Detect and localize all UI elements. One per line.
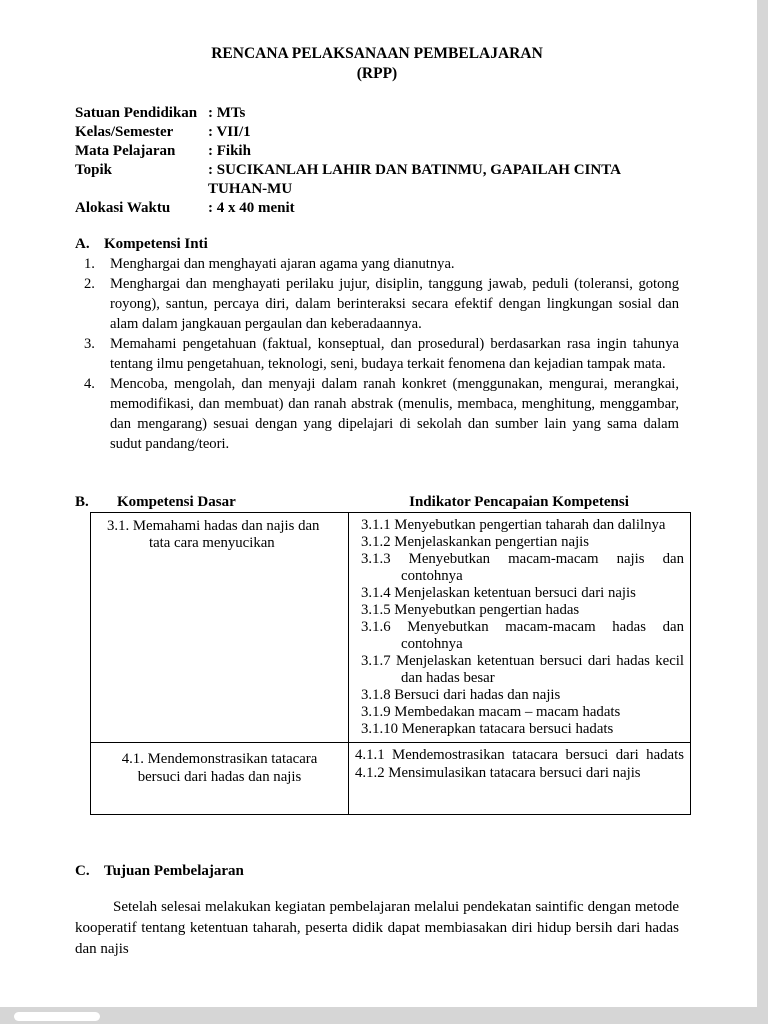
list-item [75, 334, 679, 374]
metadata-block [75, 104, 679, 218]
metadata-row-topik [75, 161, 679, 199]
document-title-line1: RENCANA PELAKSANAAN PEMBELAJARAN [211, 45, 543, 62]
section-c-paragraph: Setelah selesai melakukan kegiatan pembelajaran melalui pendekatan saintific dengan metode kooperatif tentang ketentuan taharah, peserta didik dapat membiasakan diri hidup bersih dari hadas dan najis [75, 899, 679, 957]
section-c-title: Tujuan Pembelajaran [104, 863, 244, 879]
section-tujuan-pembelajaran [75, 861, 679, 960]
indicator-item: 3.1.2 Menjelaskankan pengertian najis [361, 534, 590, 550]
indicator-item: 3.1.10 Menerapkan tatacara bersuci hadats [361, 721, 614, 737]
indicator-item: 4.1.1 Mendemostrasikan tatacara bersuci dari hadats 4.1.2 Mensimulasikan tatacara bersuci dari najis [355, 747, 684, 781]
kd-text: 3.1. Memahami hadas dan najis dan tata cara menyucikan [107, 518, 320, 551]
metadata-row-mata-pelajaran [75, 142, 679, 161]
section-a-heading [75, 234, 679, 254]
section-a-title: Kompetensi Inti [104, 236, 208, 252]
metadata-row-satuan-pendidikan [75, 104, 679, 123]
metadata-label: Alokasi Waktu [75, 200, 171, 216]
document-title [75, 44, 679, 84]
list-item [75, 254, 679, 274]
metadata-row-kelas-semester [75, 123, 679, 142]
horizontal-scrollbar-thumb[interactable] [14, 1012, 100, 1021]
list-item-text: Menghargai dan menghayati ajaran agama yang dianutnya. [110, 256, 455, 272]
document-title-line2: (RPP) [356, 65, 398, 82]
section-kompetensi-dasar [75, 492, 684, 815]
table-cell-kd-3-1 [91, 513, 349, 743]
table-cell-indicators-3-1 [349, 513, 691, 743]
indicator-item: 3.1.9 Membedakan macam – macam hadats [361, 704, 621, 720]
metadata-value: : SUCIKANLAH LAHIR DAN BATINMU, GAPAILAH CINTA TUHAN-MU [208, 162, 621, 197]
section-a-number: A. [75, 236, 90, 252]
list-item-number: 3. [84, 336, 95, 352]
list-item-text: Memahami pengetahuan (faktual, konseptual, dan prosedural) berdasarkan rasa ingin tahunya tentang ilmu pengetahuan, teknologi, seni, budaya terkait fenomena dan kejadian tampak mata. [110, 336, 679, 372]
kompetensi-inti-list [75, 254, 679, 454]
list-item-number: 4. [84, 376, 95, 392]
indicator-item: 3.1.4 Menjelaskan ketentuan bersuci dari najis [361, 585, 636, 601]
metadata-value: : Fikih [208, 143, 251, 159]
section-b-number: B. [75, 494, 89, 510]
indicator-item: 3.1.3 Menyebutkan macam-macam najis dan contohnya [361, 551, 684, 584]
section-kompetensi-inti [75, 234, 679, 454]
indicator-item: 3.1.1 Menyebutkan pengertian taharah dan dalilnya [361, 517, 666, 533]
table-row [91, 513, 691, 743]
table-row [91, 743, 691, 815]
metadata-label: Mata Pelajaran [75, 143, 176, 159]
kompetensi-dasar-table [90, 512, 691, 815]
list-item [75, 374, 679, 454]
indicator-item: 3.1.7 Menjelaskan ketentuan bersuci dari hadas kecil dan hadas besar [361, 653, 684, 686]
metadata-value: : VII/1 [208, 124, 251, 140]
indicator-item: 3.1.5 Menyebutkan pengertian hadas [361, 602, 580, 618]
metadata-label: Satuan Pendidikan [75, 105, 198, 121]
table-cell-indicators-4-1 [349, 743, 691, 815]
table-cell-kd-4-1 [91, 743, 349, 815]
list-item [75, 274, 679, 334]
metadata-label: Topik [75, 162, 112, 178]
list-item-number: 2. [84, 276, 95, 292]
indicator-item: 3.1.6 Menyebutkan macam-macam hadas dan contohnya [361, 619, 684, 652]
section-c-heading [75, 861, 679, 881]
list-item-text: Mencoba, mengolah, dan menyaji dalam ranah konkret (menggunakan, mengurai, merangkai, memodifikasi, dan membuat) dan ranah abstrak (menulis, membaca, menghitung, menggambar, dan mengarang) sesuai dengan yang dipelajari di sekolah dan sumber lain yang sama dalam sudut pandang/teori. [110, 376, 679, 452]
section-b-heading [75, 492, 679, 512]
list-item-text: Menghargai dan menghayati perilaku jujur, disiplin, tanggung jawab, peduli (toleransi, gotong royong), santun, percaya diri, dalam berinteraksi secara efektif dengan lingkungan sosial dan alam dalam jangkauan pergaulan dan keberadaannya. [110, 276, 679, 332]
metadata-row-alokasi-waktu [75, 199, 679, 218]
indicator-item: 3.1.8 Bersuci dari hadas dan najis [361, 687, 561, 703]
list-item-number: 1. [84, 256, 95, 272]
column-heading-indikator: Indikator Pencapaian Kompetensi [409, 494, 629, 510]
metadata-value: : MTs [208, 105, 246, 121]
metadata-value: : 4 x 40 menit [208, 200, 295, 216]
metadata-label: Kelas/Semester [75, 124, 174, 140]
kd-text: 4.1. Mendemonstrasikan tatacara bersuci dari hadas dan najis [121, 751, 318, 785]
column-heading-kompetensi-dasar: Kompetensi Dasar [117, 494, 236, 510]
section-c-number: C. [75, 863, 90, 879]
